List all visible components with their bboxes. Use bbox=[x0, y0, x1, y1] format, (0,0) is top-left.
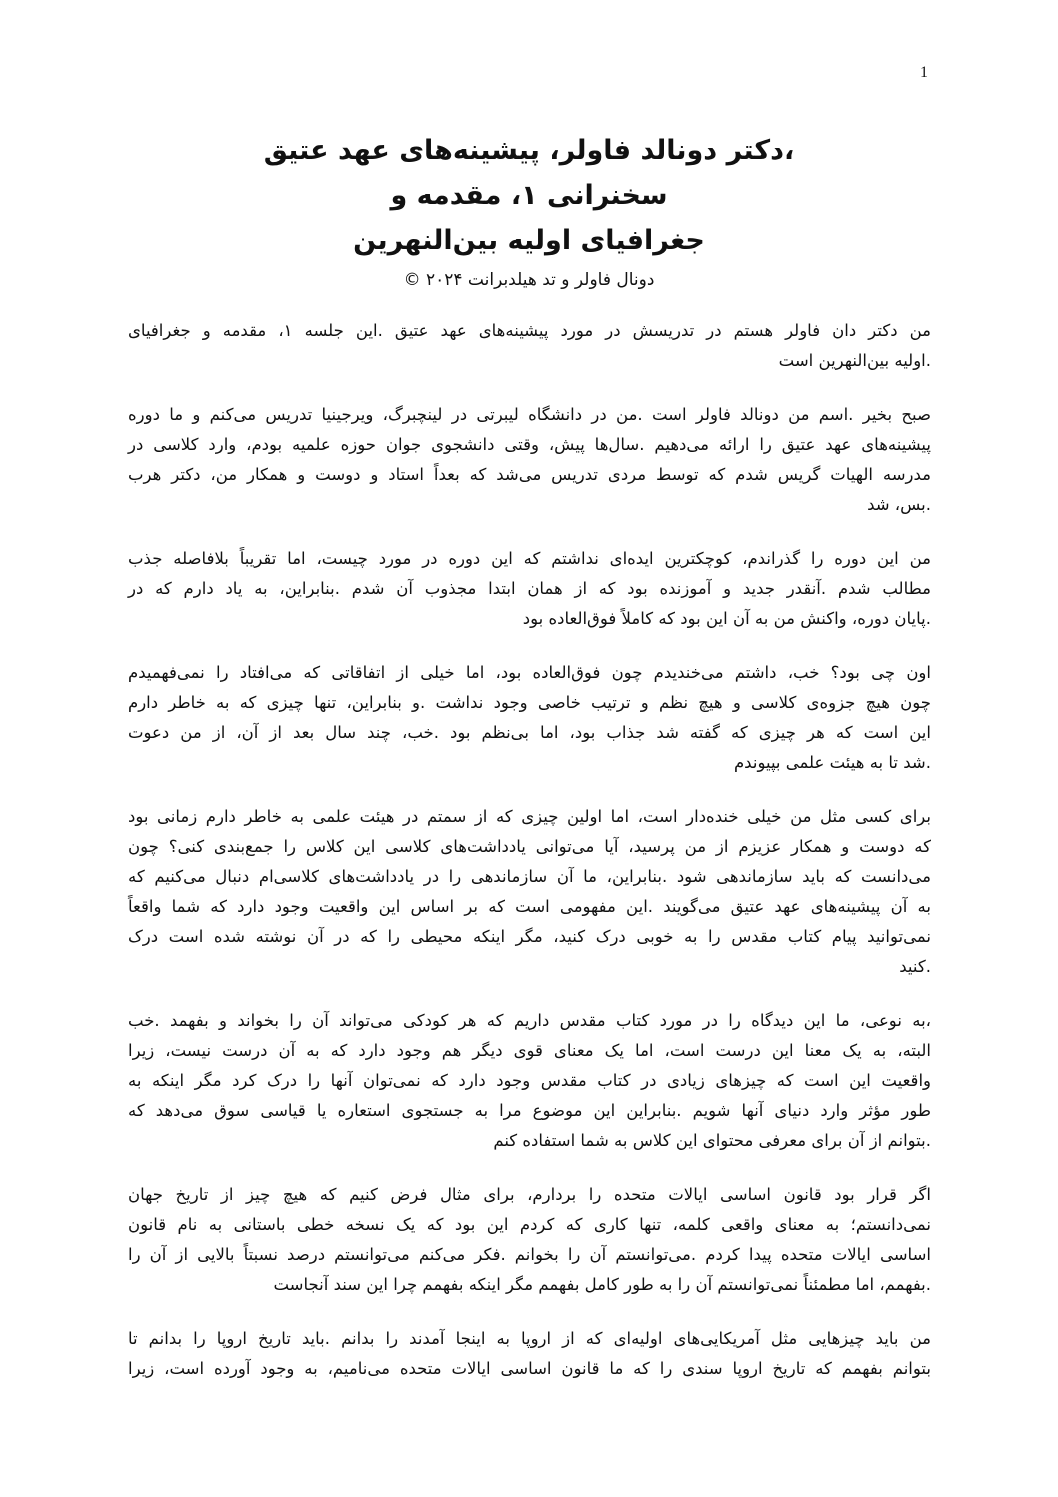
title-line: ،دکتر دونالد فاولر، پیشینه‌های عهد عتیق bbox=[263, 135, 795, 166]
paragraph-line: البته، به یک معنا این درست است، اما یک معنای قوی دیگر هم وجود دارد که به آن درست نیست، زیرا bbox=[128, 1041, 931, 1060]
paragraph-line: ،به نوعی، ما این دیدگاه را در مورد کتاب مقدس داریم که هر کودکی می‌تواند آن را بخواند و بفهمد .خب bbox=[128, 1011, 931, 1030]
paragraph bbox=[128, 400, 931, 520]
paragraph-line: مدرسه الهیات گریس شدم که توسط مردی تدریس می‌شد که بعداً استاد و دوست و همکار من، دکتر هرب bbox=[128, 465, 931, 484]
title-line: سخنرانی ۱، مقدمه و bbox=[390, 180, 668, 211]
paragraph-line: این است که هر چیزی که گفته شد جذاب بود، اما بی‌نظم بود .خب، چند سال بعد از آن، از من دعوت bbox=[128, 723, 931, 742]
paragraph bbox=[128, 1006, 931, 1156]
page-number: 1 bbox=[920, 64, 928, 81]
paragraph-line: برای کسی مثل من خیلی خنده‌دار است، اما اولین چیزی که از سمتم در هیئت علمی به خاطر دارم زمانی بود bbox=[128, 807, 931, 826]
paragraph-line: .پایان دوره، واکنش من به آن این بود که کاملاً فوق‌العاده بود bbox=[522, 609, 931, 628]
paragraph-line: صبح بخیر .اسم من دونالد فاولر است .من در دانشگاه لیبرتی در لینچبرگ، ویرجینیا تدریس می‌کنم و ما دوره bbox=[128, 405, 931, 424]
paragraph bbox=[128, 316, 931, 376]
paragraph bbox=[128, 1180, 931, 1300]
paragraph-line: اساسی ایالات متحده پیدا کردم .می‌توانستم آن را بخوانم .فکر می‌کنم می‌توانستم درصد نسبتاً بالایی از آن را bbox=[128, 1245, 931, 1264]
paragraph-line: .شد تا به هیئت علمی بپیوندم bbox=[733, 753, 931, 772]
paragraph-line: من این دوره را گذراندم، کوچکترین ایده‌ای نداشتم که این دوره در مورد چیست، اما تقریباً بلافاصله جذب bbox=[128, 549, 931, 568]
document-title bbox=[0, 128, 1058, 295]
paragraph-line: .بس، شد bbox=[867, 495, 931, 514]
paragraph-line: نمی‌توانید پیام کتاب مقدس را به خوبی درک کنید، مگر اینکه محیطی را که در آن نوشته شده است درک bbox=[128, 927, 931, 946]
paragraph bbox=[128, 1324, 931, 1384]
paragraph-line: می‌دانست که باید سازماندهی شود .بنابراین، ما آن سازماندهی را در یادداشت‌های کلاسی‌ام دنبال می‌کنیم که bbox=[128, 867, 931, 886]
paragraph-line: که دوست و همکار عزیزم از من پرسید، آیا می‌توانی یادداشت‌های کلاسی این کلاس را جمع‌بندی کنی؟ چون bbox=[128, 837, 931, 856]
paragraph-line: طور مؤثر وارد دنیای آنها شویم .بنابراین این موضوع مرا به جستجوی استعاره یا قیاسی سوق می‌دهد که bbox=[128, 1101, 931, 1120]
paragraph-line: من دکتر دان فاولر هستم در تدریسش در مورد پیشینه‌های عهد عتیق .این جلسه ۱، مقدمه و جغرافیای bbox=[128, 321, 932, 340]
paragraph-line: مطالب شدم .آنقدر جدید و آموزنده بود که از همان ابتدا مجذوب آن شدم .بنابراین، به یاد دارم که در bbox=[128, 579, 931, 598]
paragraph-line: اگر قرار بود قانون اساسی ایالات متحده را بردارم، برای مثال فرض کنیم که هیچ چیز از تاریخ جهان bbox=[128, 1185, 931, 1204]
paragraph-line: چون هیچ جزوه‌ی کلاسی و هیچ نظم و ترتیب خاصی وجود نداشت .و بنابراین، تنها چیزی که به خاطر دارم bbox=[128, 693, 931, 712]
paragraph-line: پیشینه‌های عهد عتیق را ارائه می‌دهیم .سال‌ها پیش، وقتی دانشجوی جوان حوزه علمیه بودم، وارد کلاسی در bbox=[128, 435, 931, 454]
paragraph bbox=[128, 544, 931, 634]
paragraph-line: من باید چیزهایی مثل آمریکایی‌های اولیه‌ای که از اروپا به اینجا آمدند را بدانم .باید تاریخ اروپا را بدانم تا bbox=[128, 1329, 931, 1348]
paragraph-line: .کنید bbox=[899, 957, 931, 976]
paragraph-line: واقعیت این است که چیزهای زیادی در کتاب مقدس وجود دارد که نمی‌توان آنها را درک کرد مگر اینکه به bbox=[128, 1071, 931, 1090]
document-body bbox=[128, 316, 931, 1408]
paragraph bbox=[128, 802, 931, 982]
title-line: جغرافیای اولیه بین‌النهرین bbox=[353, 225, 705, 256]
paragraph-line: به آن پیشینه‌های عهد عتیق می‌گویند .این مفهومی است که بر اساس این واقعیت وجود دارد که شما واقعاً bbox=[128, 897, 931, 916]
paragraph-line: .بفهمم، اما مطمئناً نمی‌توانستم آن را به طور کامل بفهمم مگر اینکه بفهمم چرا این سند آنجاست bbox=[273, 1275, 931, 1294]
paragraph-line: نمی‌دانستم؛ به معنای واقعی کلمه، تنها کاری که کردم این بود که یک نسخه خطی باستانی به نام قانون bbox=[128, 1215, 931, 1234]
paragraph-line: .اولیه بین‌النهرین است bbox=[778, 351, 931, 370]
paragraph-line: بتوانم بفهمم که تاریخ اروپا سندی را که ما قانون اساسی ایالات متحده می‌نامیم، به وجود آورده است، زیرا bbox=[128, 1359, 931, 1378]
paragraph-line: .بتوانم از آن برای معرفی محتوای این کلاس به شما استفاده کنم bbox=[493, 1131, 931, 1150]
paragraph bbox=[128, 658, 931, 778]
copyright-subtitle: دونال فاولر و تد هیلدبرانت ۲۰۲۴ © bbox=[403, 270, 655, 290]
paragraph-line: اون چی بود؟ خب، داشتم می‌خندیدم چون فوق‌العاده بود، اما خیلی از اتفاقاتی که می‌افتاد را نمی‌فهمیدم bbox=[128, 663, 931, 682]
